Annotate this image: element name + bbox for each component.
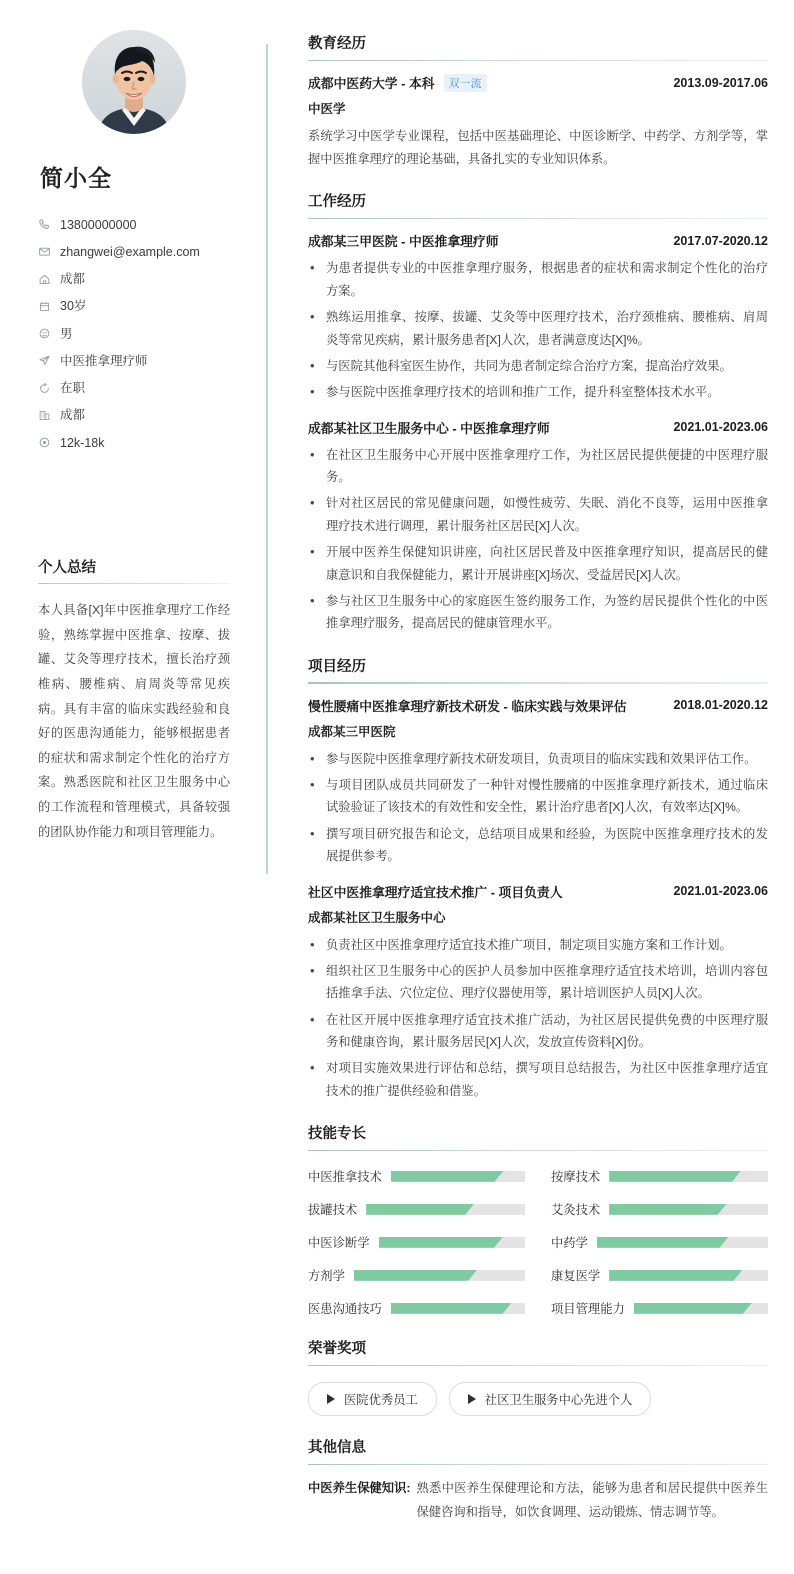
status-badge: 双一流 <box>444 74 487 92</box>
contact-age <box>38 293 230 320</box>
skill-bar-track <box>391 1303 525 1314</box>
skill-bar-track <box>609 1270 768 1281</box>
other-row <box>308 1477 768 1524</box>
honor-pill[interactable] <box>449 1382 652 1416</box>
entry-title-group <box>308 418 550 437</box>
portrait-photo-icon <box>82 30 186 134</box>
skills-section <box>308 1122 768 1317</box>
list-item: • 为患者提供专业的中医推拿理疗服务，根据患者的症状和需求制定个性化的治疗方案。 <box>308 257 768 302</box>
skill-bar-fill <box>391 1303 512 1314</box>
summary-heading: 个人总结 <box>38 556 230 584</box>
other-value: 熟悉中医养生保健理论和方法，能够为患者和居民提供中医养生保健咨询和指导，如饮食调理、运动锻炼、情志调节等。 <box>416 1481 768 1519</box>
list-item: • 针对社区居民的常见健康问题，如慢性疲劳、失眠、消化不良等，运用中医推拿理疗技术进行调理，累计服务社区居民[X]人次。 <box>308 492 768 537</box>
list-item: • 开展中医养生保健知识讲座，向社区居民普及中医推拿理疗知识，提高居民的健康意识和自我保健能力，累计开展讲座[X]场次、受益居民[X]人次。 <box>308 541 768 586</box>
project-org: 成都某三甲医院 <box>308 724 396 739</box>
summary-text: 本人具备[X]年中医推拿理疗工作经验，熟练掌握中医推拿、按摩、拔罐、艾灸等理疗技术，擅长治疗颈椎病、腰椎病、肩周炎等常见疾病。具有丰富的临床实践经验和良好的医患沟通能力，能够根据患者的症状和需求制定个性化的治疗方案。熟悉医院和社区卫生服务中心的工作流程和管理模式，具备较强的团队协作能力和项目管理能力。 <box>38 603 230 839</box>
mail-icon <box>38 245 51 258</box>
skill-label: 按摩技术 <box>551 1170 601 1185</box>
skill-bar-track <box>597 1237 768 1248</box>
contact-email <box>38 238 230 265</box>
list-item: • 在社区卫生服务中心开展中医推拿理疗工作，为社区居民提供便捷的中医理疗服务。 <box>308 444 768 489</box>
sidebar <box>0 0 268 874</box>
contact-status <box>38 375 230 402</box>
skill-label: 艾灸技术 <box>551 1203 601 1218</box>
skill-bar-track <box>634 1303 768 1314</box>
avatar-wrapper <box>38 30 230 134</box>
city-icon <box>38 409 51 422</box>
list-item: • 参与医院中医推拿理疗技术的培训和推广工作，提升科室整体技术水平。 <box>308 381 768 403</box>
list-item: • 撰写项目研究报告和论文，总结项目成果和经验，为医院中医推拿理疗技术的发展提供参考。 <box>308 823 768 868</box>
skill-row <box>308 1167 525 1185</box>
skill-bar-track <box>366 1204 525 1215</box>
honor-label: 社区卫生服务中心先进个人 <box>484 1393 633 1408</box>
list-item: • 在社区开展中医推拿理疗适宜技术推广活动，为社区居民提供免费的中医理疗服务和健康咨询，累计服务居民[X]人次，发放宣传资料[X]份。 <box>308 1009 768 1054</box>
skill-bar-track <box>391 1171 525 1182</box>
honor-label: 医院优秀员工 <box>344 1393 418 1408</box>
skill-bar-fill <box>609 1171 741 1182</box>
main-column <box>268 0 794 1574</box>
skill-row <box>551 1167 768 1185</box>
contact-city <box>38 402 230 429</box>
skill-label: 中医诊断学 <box>308 1236 370 1251</box>
list-item: • 对项目实施效果进行评估和总结，撰写项目总结报告，为社区中医推拿理疗适宜技术的推广提供经验和借鉴。 <box>308 1057 768 1102</box>
skills-heading: 技能专长 <box>308 1122 768 1151</box>
skill-bar-fill <box>379 1237 504 1248</box>
contact-value: 30岁 <box>60 299 87 314</box>
entry-head <box>308 73 768 92</box>
list-item: • 与医院其他科室医生协作，共同为患者制定综合治疗方案，提高治疗效果。 <box>308 355 768 377</box>
entry-head <box>308 882 768 901</box>
work-section <box>308 190 768 634</box>
skill-row <box>308 1266 525 1284</box>
triangle-icon <box>327 1394 335 1404</box>
skills-grid <box>308 1163 768 1317</box>
page-title: 简小全 <box>40 165 112 191</box>
contact-value: 13800000000 <box>60 217 137 232</box>
skill-label: 拔罐技术 <box>308 1203 358 1218</box>
job-icon <box>38 354 51 367</box>
education-desc: 系统学习中医学专业课程，包括中医基础理论、中医诊断学、中药学、方剂学等，掌握中医推拿理疗的理论基础，具备扎实的专业知识体系。 <box>308 129 768 166</box>
bullet-list <box>308 257 768 403</box>
skill-label: 方剂学 <box>308 1269 345 1284</box>
project-entry <box>308 882 768 1103</box>
status-icon <box>38 382 51 395</box>
list-item: • 参与社区卫生服务中心的家庭医生签约服务工作，为签约居民提供个性化的中医推拿理疗服务，提高居民的健康管理水平。 <box>308 590 768 635</box>
skill-bar-fill <box>609 1204 727 1215</box>
contact-value: 成都 <box>60 408 86 423</box>
list-item: • 与项目团队成员共同研发了一种针对慢性腰痛的中医推拿理疗新技术，通过临床试验验证了该技术的有效性和安全性，累计治疗患者[X]人次，有效率达[X]%。 <box>308 774 768 819</box>
entry-date: 2013.09-2017.06 <box>673 75 768 90</box>
work-entry <box>308 418 768 635</box>
list-item: • 熟练运用推拿、按摩、拔罐、艾灸等中医理疗技术，治疗颈椎病、腰椎病、肩周炎等常见疾病，累计服务患者[X]人次，患者满意度达[X]%。 <box>308 306 768 351</box>
project-name: 慢性腰痛中医推拿理疗新技术研发 - 临床实践与效果评估 <box>308 698 627 714</box>
contact-value: zhangwei@example.com <box>60 244 200 259</box>
entry-title-group <box>308 696 627 715</box>
skill-bar-track <box>379 1237 526 1248</box>
education-heading: 教育经历 <box>308 32 768 61</box>
skill-bar-fill <box>354 1270 477 1281</box>
contact-value: 男 <box>60 326 73 341</box>
contact-value: 12k-18k <box>60 435 105 450</box>
skill-bar-track <box>609 1171 768 1182</box>
skill-row <box>551 1266 768 1284</box>
honor-pill[interactable] <box>308 1382 437 1416</box>
contact-phone <box>38 211 230 238</box>
entry-date: 2018.01-2020.12 <box>673 698 768 713</box>
company-role: 成都某三甲医院 - 中医推拿理疗师 <box>308 234 499 250</box>
phone-icon <box>38 218 51 231</box>
calendar-icon <box>38 300 51 313</box>
project-org: 成都某社区卫生服务中心 <box>308 910 446 925</box>
skill-bar-fill <box>366 1204 474 1215</box>
entry-date: 2021.01-2023.06 <box>673 884 768 899</box>
skill-row <box>551 1200 768 1218</box>
bullet-list <box>308 934 768 1103</box>
home-icon <box>38 273 51 286</box>
skill-row <box>308 1200 525 1218</box>
entry-title-group <box>308 882 563 901</box>
summary-section <box>38 556 230 844</box>
work-entry <box>308 231 768 403</box>
contact-position <box>38 347 230 374</box>
salary-icon <box>38 436 51 449</box>
honors-section <box>308 1337 768 1416</box>
education-section <box>308 32 768 170</box>
skill-bar-track <box>609 1204 768 1215</box>
skill-label: 中医推拿技术 <box>308 1170 382 1185</box>
list-item: • 参与医院中医推拿理疗新技术研发项目，负责项目的临床实践和效果评估工作。 <box>308 748 768 770</box>
contact-list <box>38 211 230 456</box>
projects-section <box>308 655 768 1103</box>
entry-date: 2021.01-2023.06 <box>673 420 768 435</box>
skill-row <box>308 1233 525 1251</box>
entry-title-group <box>308 73 487 92</box>
skill-label: 医患沟通技巧 <box>308 1302 382 1317</box>
skill-bar-fill <box>634 1303 752 1314</box>
entry-title-group <box>308 231 499 250</box>
honors-list <box>308 1378 768 1416</box>
projects-heading: 项目经历 <box>308 655 768 684</box>
skill-label: 项目管理能力 <box>551 1302 625 1317</box>
contact-value: 成都 <box>60 272 86 286</box>
list-item: • 组织社区卫生服务中心的医护人员参加中医推拿理疗适宜技术培训，培训内容包括推拿手法、穴位定位、理疗仪器使用等，累计培训医护人员[X]人次。 <box>308 960 768 1005</box>
contact-value: 在职 <box>60 381 86 395</box>
skill-bar-fill <box>597 1237 729 1248</box>
bullet-list <box>308 444 768 635</box>
contact-hometown <box>38 266 230 293</box>
entry-head <box>308 418 768 437</box>
entry-head <box>308 696 768 715</box>
contact-salary <box>38 429 230 456</box>
skill-row <box>551 1299 768 1317</box>
entry-date: 2017.07-2020.12 <box>673 233 768 248</box>
gender-icon <box>38 327 51 340</box>
honors-heading: 荣誉奖项 <box>308 1337 768 1366</box>
company-role: 成都某社区卫生服务中心 - 中医推拿理疗师 <box>308 420 550 436</box>
skill-bar-fill <box>391 1171 504 1182</box>
education-entry <box>308 73 768 170</box>
list-item: • 负责社区中医推拿理疗适宜技术推广项目，制定项目实施方案和工作计划。 <box>308 934 768 956</box>
skill-bar-track <box>354 1270 525 1281</box>
skill-label: 中药学 <box>551 1236 588 1251</box>
contact-gender <box>38 320 230 347</box>
other-heading: 其他信息 <box>308 1436 768 1465</box>
work-heading: 工作经历 <box>308 190 768 219</box>
other-section <box>308 1436 768 1524</box>
contact-value: 中医推拿理疗师 <box>60 353 148 368</box>
education-major: 中医学 <box>308 102 346 116</box>
triangle-icon <box>468 1394 476 1404</box>
skill-bar-fill <box>609 1270 742 1281</box>
entry-head <box>308 231 768 250</box>
skill-label: 康复医学 <box>551 1269 601 1284</box>
bullet-list <box>308 748 768 868</box>
skill-row <box>551 1233 768 1251</box>
project-entry <box>308 696 768 868</box>
project-name: 社区中医推拿理疗适宜技术推广 - 项目负责人 <box>308 884 563 900</box>
school-name: 成都中医药大学 - 本科 <box>308 76 435 91</box>
skill-row <box>308 1299 525 1317</box>
other-label: 中医养生保健知识: <box>308 1481 411 1496</box>
avatar <box>82 30 186 134</box>
